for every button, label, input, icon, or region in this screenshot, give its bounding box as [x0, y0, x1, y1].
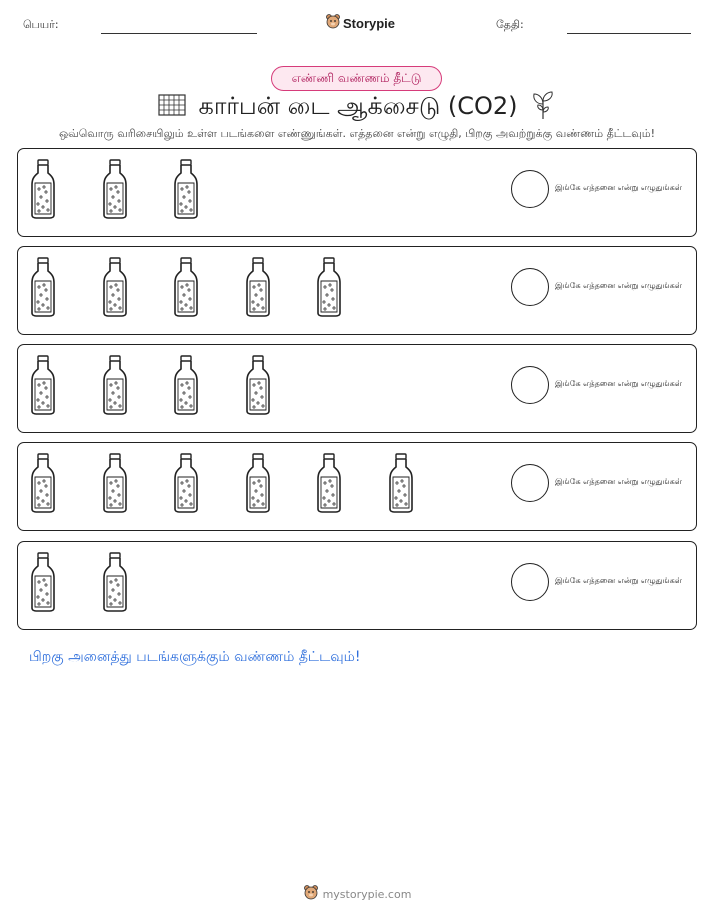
page-title: கார்பன் டை ஆக்சைடு (CO2) [198, 91, 518, 120]
answer-label: இங்கே எத்தனை என்று எழுதுங்கள் [555, 379, 682, 388]
soda-bottle-icon[interactable] [29, 257, 57, 321]
answer-label: இங்கே எத்தனை என்று எழுதுங்கள் [555, 183, 682, 192]
brand [325, 13, 395, 33]
soda-bottle-icon[interactable] [101, 257, 129, 321]
bear-mascot-icon [303, 884, 319, 904]
footer-url: mystorypie.com [322, 887, 412, 901]
answer-label: இங்கே எத்தனை என்று எழுதுங்கள் [555, 576, 682, 585]
answer-circle[interactable] [511, 366, 549, 404]
answer-circle[interactable] [511, 563, 549, 601]
soda-bottle-icon[interactable] [244, 355, 272, 419]
answer-circle[interactable] [511, 170, 549, 208]
soda-bottle-icon[interactable] [315, 453, 343, 517]
answer-label: இங்கே எத்தனை என்று எழுதுங்கள் [555, 281, 682, 290]
count-row-1 [17, 148, 697, 237]
soda-bottle-icon[interactable] [101, 453, 129, 517]
activity-badge: எண்ணி வண்ணம் தீட்டு [271, 66, 442, 91]
count-row-3 [17, 344, 697, 433]
soda-bottle-icon[interactable] [29, 159, 57, 223]
title-row [0, 90, 714, 124]
worksheet-header [0, 0, 714, 50]
answer-circle[interactable] [511, 268, 549, 306]
grid-icon [158, 94, 186, 120]
soda-bottle-icon[interactable] [315, 257, 343, 321]
soda-bottle-icon[interactable] [101, 355, 129, 419]
soda-bottle-icon[interactable] [29, 552, 57, 616]
instructions: ஒவ்வொரு வரிசையிலும் உள்ள படங்களை எண்ணுங்கள். எத்தனை என்று எழுதி, பிறகு அவற்றுக்கு வண்ணம் தீட்டவும்! [58, 127, 656, 140]
footer-instruction: பிறகு அனைத்து படங்களுக்கும் வண்ணம் தீட்டவும்! [29, 649, 361, 665]
soda-bottle-icon[interactable] [101, 159, 129, 223]
soda-bottle-icon[interactable] [172, 257, 200, 321]
soda-bottle-icon[interactable] [101, 552, 129, 616]
brand-name: Storypie [343, 15, 396, 31]
soda-bottle-icon[interactable] [29, 355, 57, 419]
soda-bottle-icon[interactable] [172, 159, 200, 223]
soda-bottle-icon[interactable] [244, 257, 272, 321]
answer-circle[interactable] [511, 464, 549, 502]
bear-mascot-icon [325, 13, 341, 33]
soda-bottle-icon[interactable] [244, 453, 272, 517]
date-write-line[interactable] [567, 33, 691, 34]
count-row-2 [17, 246, 697, 335]
soda-bottle-icon[interactable] [387, 453, 415, 517]
answer-label: இங்கே எத்தனை என்று எழுதுங்கள் [555, 477, 682, 486]
date-label: தேதி: [496, 18, 524, 31]
name-write-line[interactable] [101, 33, 257, 34]
plant-sprout-icon [530, 90, 556, 124]
name-label: பெயர்: [23, 18, 59, 31]
count-row-4 [17, 442, 697, 531]
page-footer [0, 884, 714, 904]
soda-bottle-icon[interactable] [172, 453, 200, 517]
soda-bottle-icon[interactable] [29, 453, 57, 517]
soda-bottle-icon[interactable] [172, 355, 200, 419]
count-row-5 [17, 541, 697, 630]
